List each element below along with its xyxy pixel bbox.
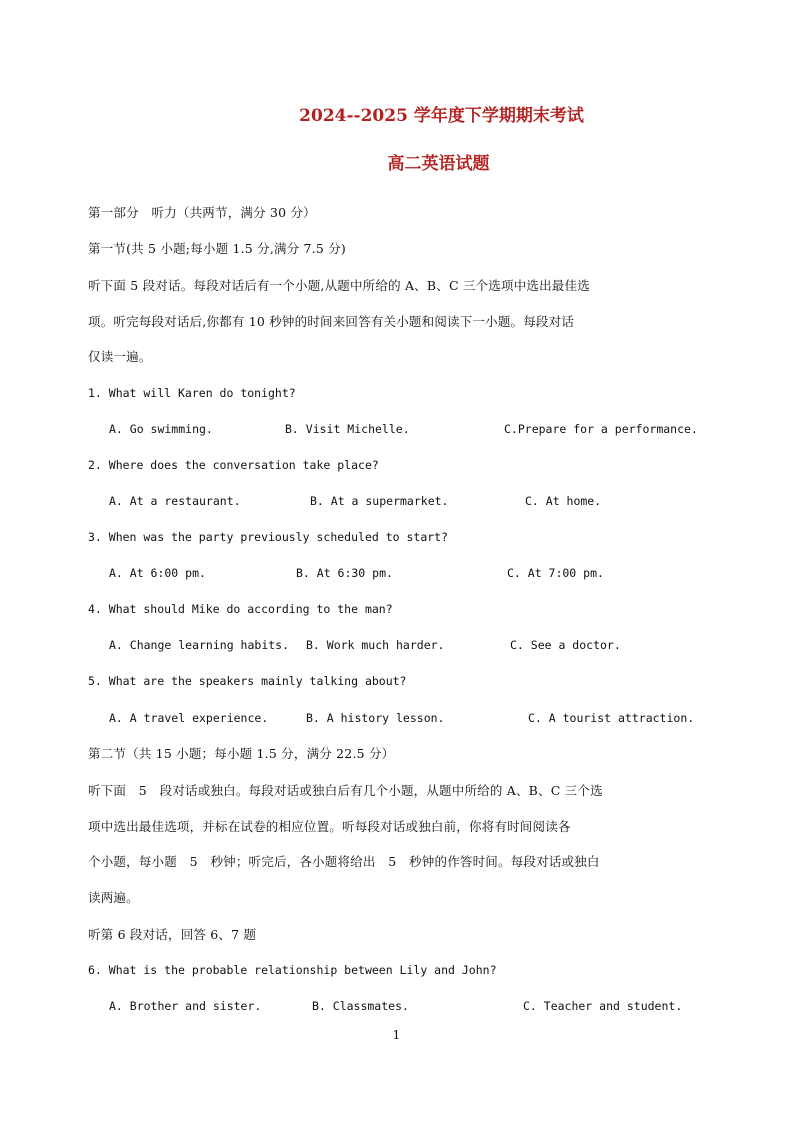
question-2-option-b: B. At a supermarket.: [310, 494, 449, 508]
section2-instruction-line-4: 读两遍。: [88, 890, 139, 905]
part1-heading: 第一部分 听力（共两节，满分 30 分）: [88, 205, 316, 220]
question-4-option-a: A. Change learning habits.: [109, 638, 290, 652]
question-1-option-c: C.Prepare for a performance.: [504, 422, 698, 436]
section1-instruction-line-2: 项。听完每段对话后,你都有 10 秒钟的时间来回答有关小题和阅读下一小题。每段对话: [88, 314, 575, 329]
question-5-option-c: C. A tourist attraction.: [528, 711, 695, 725]
section1-heading: 第一节(共 5 小题;每小题 1.5 分,满分 7.5 分): [88, 241, 346, 256]
section2-instruction-line-2: 项中选出最佳选项，并标在试卷的相应位置。听每段对话或独白前，你将有时间阅读各: [88, 819, 571, 834]
question-2: 2. Where does the conversation take place?: [88, 458, 379, 472]
question-3-option-a: A. At 6:00 pm.: [109, 566, 206, 580]
question-4-option-c: C. See a doctor.: [510, 638, 621, 652]
question-1-option-a: A. Go swimming.: [109, 422, 213, 436]
question-6-option-b: B. Classmates.: [312, 999, 409, 1013]
question-5: 5. What are the speakers mainly talking about?: [88, 674, 407, 688]
question-4-option-b: B. Work much harder.: [306, 638, 445, 652]
section2-instruction-line-1: 听下面 5 段对话或独白。每段对话或独白后有几个小题，从题中所给的 A、B、C 三个选: [88, 783, 603, 798]
page-number: 1: [392, 1028, 401, 1042]
section1-instruction-line-1: 听下面 5 段对话。每段对话后有一个小题,从题中所给的 A、B、C 三个选项中选出最佳选: [88, 278, 590, 293]
question-6: 6. What is the probable relationship between Lily and John?: [88, 963, 497, 977]
question-1-option-b: B. Visit Michelle.: [285, 422, 410, 436]
section2-heading: 第二节（共 15 小题；每小题 1.5 分，满分 22.5 分）: [88, 746, 395, 761]
section1-instruction-line-3: 仅读一遍。: [88, 349, 152, 364]
question-4: 4. What should Mike do according to the man?: [88, 602, 393, 616]
question-5-option-a: A. A travel experience.: [109, 711, 269, 725]
exam-title: 2024--2025 学年度下学期期末考试: [299, 106, 584, 126]
question-2-option-c: C. At home.: [525, 494, 602, 508]
question-2-option-a: A. At a restaurant.: [109, 494, 241, 508]
question-3-option-b: B. At 6:30 pm.: [296, 566, 393, 580]
question-3: 3. When was the party previously scheduled to start?: [88, 530, 449, 544]
question-6-option-a: A. Brother and sister.: [109, 999, 262, 1013]
question-6-option-c: C. Teacher and student.: [523, 999, 683, 1013]
question-3-option-c: C. At 7:00 pm.: [507, 566, 604, 580]
exam-subtitle: 高二英语试题: [387, 154, 490, 174]
question-1: 1. What will Karen do tonight?: [88, 386, 296, 400]
section2-instruction-line-3: 个小题，每小题 5 秒钟；听完后，各小题将给出 5 秒钟的作答时间。每段对话或独白: [88, 854, 600, 869]
dialogue-6-heading: 听第 6 段对话，回答 6、7 题: [88, 927, 257, 942]
question-5-option-b: B. A history lesson.: [306, 711, 445, 725]
